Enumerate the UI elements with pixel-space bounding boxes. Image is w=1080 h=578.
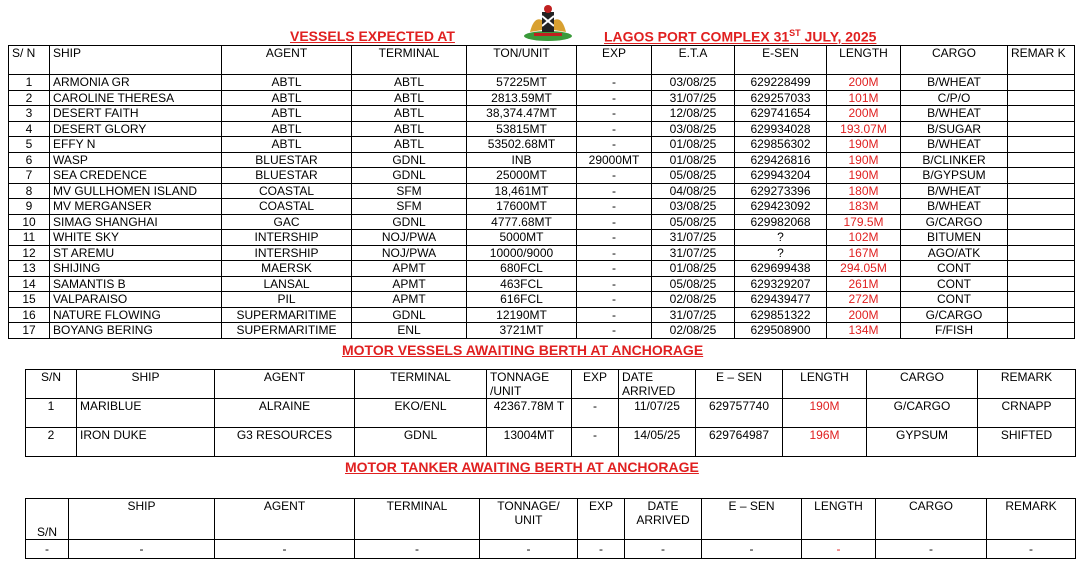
table-cell: -	[625, 540, 702, 559]
table-cell: DESERT FAITH	[50, 106, 222, 122]
table-cell: ABTL	[222, 137, 352, 153]
table-cell: SUPERMARITIME	[222, 307, 352, 323]
table-cell: 3721MT	[467, 323, 577, 339]
table-cell: 190M	[783, 399, 867, 428]
table-cell: -	[577, 183, 652, 199]
table-cell: -	[577, 230, 652, 246]
table-cell: SAMANTIS B	[50, 276, 222, 292]
column-header: SHIP	[69, 499, 215, 540]
table-row	[9, 245, 1075, 261]
page-title-left: VESSELS EXPECTED AT	[290, 28, 455, 44]
table-cell: -	[577, 75, 652, 91]
table-cell: -	[702, 540, 802, 559]
table-cell: 31/07/25	[652, 230, 735, 246]
column-header: DATE ARRIVED	[625, 499, 702, 540]
table-cell: MV MERGANSER	[50, 199, 222, 215]
table-cell: 629426816	[735, 152, 827, 168]
table-cell: -	[355, 540, 480, 559]
table-cell: SHIFTED	[978, 428, 1076, 457]
table-cell: 4777.68MT	[467, 214, 577, 230]
table-cell	[1008, 307, 1075, 323]
column-header: SHIP	[77, 370, 215, 399]
table-cell: LANSAL	[222, 276, 352, 292]
table-row	[9, 199, 1075, 215]
table-row	[9, 261, 1075, 277]
column-header: REMAR K	[1008, 46, 1075, 75]
table-cell	[1008, 90, 1075, 106]
table-cell: APMT	[352, 261, 467, 277]
column-header: EXP	[572, 370, 619, 399]
table-row	[26, 540, 1076, 559]
table-cell: CAROLINE THERESA	[50, 90, 222, 106]
table-cell	[1008, 292, 1075, 308]
column-header: E – SEN	[702, 499, 802, 540]
table-cell: 179.5M	[827, 214, 901, 230]
table-cell: C/P/O	[901, 90, 1008, 106]
table-cell: EKO/ENL	[355, 399, 487, 428]
table-cell: 101M	[827, 90, 901, 106]
table-row	[26, 399, 1076, 428]
table-cell: 11/07/25	[619, 399, 696, 428]
column-header: AGENT	[215, 499, 355, 540]
table-cell: G/CARGO	[901, 214, 1008, 230]
column-header: LENGTH	[783, 370, 867, 399]
table-cell: -	[577, 261, 652, 277]
table-cell: 3	[9, 106, 50, 122]
table-cell: 261M	[827, 276, 901, 292]
table-cell	[1008, 276, 1075, 292]
table-cell: B/GYPSUM	[901, 168, 1008, 184]
table-cell: INTERSHIP	[222, 230, 352, 246]
table-cell: 2	[26, 428, 77, 457]
table-cell: ABTL	[352, 106, 467, 122]
page-title-right: LAGOS PORT COMPLEX 31ST JULY, 2025	[604, 28, 877, 45]
table-cell: 03/08/25	[652, 199, 735, 215]
coat-of-arms-icon	[520, 2, 576, 42]
table-cell: 629757740	[696, 399, 783, 428]
table-cell	[1008, 245, 1075, 261]
table-cell: 01/08/25	[652, 152, 735, 168]
expected-vessels-table	[8, 45, 1075, 339]
table-row	[9, 75, 1075, 91]
table-row	[9, 292, 1075, 308]
table-cell: 42367.78M T	[487, 399, 572, 428]
table-cell: MV GULLHOMEN ISLAND	[50, 183, 222, 199]
table-cell: 02/08/25	[652, 292, 735, 308]
table-cell: BITUMEN	[901, 230, 1008, 246]
table-row	[9, 168, 1075, 184]
table-cell: APMT	[352, 276, 467, 292]
column-header: E – SEN	[696, 370, 783, 399]
table-cell: 196M	[783, 428, 867, 457]
table-cell: 12190MT	[467, 307, 577, 323]
table-cell: -	[577, 323, 652, 339]
table-cell: IRON DUKE	[77, 428, 215, 457]
table-cell: MARIBLUE	[77, 399, 215, 428]
column-header: E.T.A	[652, 46, 735, 75]
awaiting-vessels-table	[25, 369, 1076, 457]
table-cell: SIMAG SHANGHAI	[50, 214, 222, 230]
table-cell: ABTL	[352, 75, 467, 91]
table-cell: ?	[735, 230, 827, 246]
table-cell: G/CARGO	[901, 307, 1008, 323]
table-cell: NOJ/PWA	[352, 245, 467, 261]
table-cell: WASP	[50, 152, 222, 168]
table-cell: 05/08/25	[652, 168, 735, 184]
table-cell: 680FCL	[467, 261, 577, 277]
table-cell: 13	[9, 261, 50, 277]
table-cell: -	[578, 540, 625, 559]
table-cell: 5	[9, 137, 50, 153]
column-header: DATE ARRIVED	[619, 370, 696, 399]
table-cell: F/FISH	[901, 323, 1008, 339]
table-cell: CONT	[901, 261, 1008, 277]
table-cell: GDNL	[352, 152, 467, 168]
table-cell: ARMONIA GR	[50, 75, 222, 91]
column-header: AGENT	[222, 46, 352, 75]
table-cell: G3 RESOURCES	[215, 428, 355, 457]
table-cell: -	[577, 199, 652, 215]
table-cell: COASTAL	[222, 183, 352, 199]
table-cell	[1008, 137, 1075, 153]
table-cell: 629508900	[735, 323, 827, 339]
table-cell	[1008, 121, 1075, 137]
table-cell: 6	[9, 152, 50, 168]
column-header: LENGTH	[802, 499, 876, 540]
table-cell: -	[577, 214, 652, 230]
table-cell: -	[577, 137, 652, 153]
table-cell: 05/08/25	[652, 276, 735, 292]
column-header: TERMINAL	[355, 499, 480, 540]
table-cell: 180M	[827, 183, 901, 199]
table-cell: 01/08/25	[652, 137, 735, 153]
table-cell: 13004MT	[487, 428, 572, 457]
table-cell: EFFY N	[50, 137, 222, 153]
table-cell: 629699438	[735, 261, 827, 277]
table-cell	[1008, 214, 1075, 230]
table-cell: SHIJING	[50, 261, 222, 277]
table-cell: B/WHEAT	[901, 106, 1008, 122]
table-cell: 01/08/25	[652, 261, 735, 277]
table-cell: G/CARGO	[867, 399, 978, 428]
table-cell: 200M	[827, 307, 901, 323]
table-cell: B/CLINKER	[901, 152, 1008, 168]
table-cell: VALPARAISO	[50, 292, 222, 308]
table-cell: -	[577, 292, 652, 308]
table-cell: 2	[9, 90, 50, 106]
table-row	[9, 137, 1075, 153]
column-header: TONNAGE /UNIT	[487, 370, 572, 399]
table-cell: 629741654	[735, 106, 827, 122]
table-cell: -	[577, 168, 652, 184]
column-header: E-SEN	[735, 46, 827, 75]
table-cell: 03/08/25	[652, 75, 735, 91]
table-cell: B/WHEAT	[901, 183, 1008, 199]
table-row	[9, 276, 1075, 292]
table-row	[26, 428, 1076, 457]
table-cell: SEA CREDENCE	[50, 168, 222, 184]
table-cell: 629934028	[735, 121, 827, 137]
table-cell: 629257033	[735, 90, 827, 106]
table-cell: 629273396	[735, 183, 827, 199]
table-cell: GAC	[222, 214, 352, 230]
table-row	[9, 214, 1075, 230]
table-cell: 02/08/25	[652, 323, 735, 339]
table-cell: 31/07/25	[652, 307, 735, 323]
column-header: LENGTH	[827, 46, 901, 75]
table-cell: BLUESTAR	[222, 152, 352, 168]
table-cell: 03/08/25	[652, 121, 735, 137]
column-header: S/N	[26, 499, 69, 540]
table-cell: -	[987, 540, 1076, 559]
table-cell	[1008, 75, 1075, 91]
table-cell: BLUESTAR	[222, 168, 352, 184]
table-cell: ABTL	[352, 90, 467, 106]
column-header: TERMINAL	[355, 370, 487, 399]
table-row	[9, 121, 1075, 137]
table-row	[9, 152, 1075, 168]
page-header	[0, 0, 1080, 44]
table-cell: 53502.68MT	[467, 137, 577, 153]
table-cell: SFM	[352, 199, 467, 215]
table-cell: B/WHEAT	[901, 75, 1008, 91]
column-header: REMARK	[987, 499, 1076, 540]
table-cell: ST AREMU	[50, 245, 222, 261]
column-header: REMARK	[978, 370, 1076, 399]
table-cell: SUPERMARITIME	[222, 323, 352, 339]
table-cell: 7	[9, 168, 50, 184]
table-cell	[1008, 168, 1075, 184]
table-cell: B/SUGAR	[901, 121, 1008, 137]
table-cell: 629982068	[735, 214, 827, 230]
table-cell: -	[577, 307, 652, 323]
table-cell: WHITE SKY	[50, 230, 222, 246]
table-row	[9, 183, 1075, 199]
table-cell: GYPSUM	[867, 428, 978, 457]
table-cell: 31/07/25	[652, 90, 735, 106]
table-cell: -	[577, 245, 652, 261]
table-cell: ABTL	[352, 137, 467, 153]
table-cell: -	[577, 90, 652, 106]
table-cell: -	[69, 540, 215, 559]
table-cell: 10000/9000	[467, 245, 577, 261]
table-cell	[1008, 261, 1075, 277]
table-cell	[1008, 152, 1075, 168]
table-cell: 15	[9, 292, 50, 308]
table-cell: 134M	[827, 323, 901, 339]
table-cell: 629851322	[735, 307, 827, 323]
table-cell: ALRAINE	[215, 399, 355, 428]
table-cell: 5000MT	[467, 230, 577, 246]
table-cell: -	[577, 276, 652, 292]
table-cell: -	[802, 540, 876, 559]
table-row	[9, 90, 1075, 106]
table-cell: 190M	[827, 168, 901, 184]
table-cell: 10	[9, 214, 50, 230]
table-cell: 193.07M	[827, 121, 901, 137]
table-cell: 57225MT	[467, 75, 577, 91]
table-cell: 183M	[827, 199, 901, 215]
table-cell: 12	[9, 245, 50, 261]
table-row	[9, 307, 1075, 323]
table-cell: 04/08/25	[652, 183, 735, 199]
column-header: EXP	[577, 46, 652, 75]
table-cell: 616FCL	[467, 292, 577, 308]
column-header: CARGO	[901, 46, 1008, 75]
table-cell: 12/08/25	[652, 106, 735, 122]
table-cell: INB	[467, 152, 577, 168]
table-cell: 200M	[827, 106, 901, 122]
table-cell: 17600MT	[467, 199, 577, 215]
table-cell: AGO/ATK	[901, 245, 1008, 261]
table-cell	[1008, 323, 1075, 339]
table-cell: GDNL	[355, 428, 487, 457]
column-header: TON/UNIT	[467, 46, 577, 75]
awaiting-vessels-title: MOTOR VESSELS AWAITING BERTH AT ANCHORAGE	[342, 342, 704, 358]
table-cell: GDNL	[352, 307, 467, 323]
table-cell: 11	[9, 230, 50, 246]
table-cell	[1008, 199, 1075, 215]
table-cell: 8	[9, 183, 50, 199]
table-cell: BOYANG BERING	[50, 323, 222, 339]
table-header-row	[26, 370, 1076, 399]
table-cell: 272M	[827, 292, 901, 308]
table-cell: 16	[9, 307, 50, 323]
table-cell: NATURE FLOWING	[50, 307, 222, 323]
table-row	[9, 323, 1075, 339]
table-row	[9, 230, 1075, 246]
table-cell: 200M	[827, 75, 901, 91]
table-cell: 25000MT	[467, 168, 577, 184]
table-cell: INTERSHIP	[222, 245, 352, 261]
table-cell: 38,374.47MT	[467, 106, 577, 122]
table-header-row	[26, 499, 1076, 540]
table-cell: MAERSK	[222, 261, 352, 277]
column-header: S/ N	[9, 46, 50, 75]
column-header: TERMINAL	[352, 46, 467, 75]
awaiting-tankers-table	[25, 498, 1076, 559]
column-header: SHIP	[50, 46, 222, 75]
column-header: CARGO	[876, 499, 987, 540]
table-cell: 102M	[827, 230, 901, 246]
table-cell: 629856302	[735, 137, 827, 153]
table-cell: ABTL	[222, 106, 352, 122]
table-cell: ABTL	[352, 121, 467, 137]
table-cell: CONT	[901, 292, 1008, 308]
table-cell: -	[577, 106, 652, 122]
table-cell: 1	[26, 399, 77, 428]
table-header-row	[9, 46, 1075, 75]
table-cell: 14/05/25	[619, 428, 696, 457]
table-cell: 05/08/25	[652, 214, 735, 230]
column-header: CARGO	[867, 370, 978, 399]
table-cell: 17	[9, 323, 50, 339]
table-cell: NOJ/PWA	[352, 230, 467, 246]
awaiting-tankers-title: MOTOR TANKER AWAITING BERTH AT ANCHORAGE	[345, 459, 699, 475]
table-cell: 53815MT	[467, 121, 577, 137]
table-cell: -	[577, 121, 652, 137]
table-cell	[1008, 230, 1075, 246]
table-cell: APMT	[352, 292, 467, 308]
table-cell: B/WHEAT	[901, 199, 1008, 215]
table-cell: -	[876, 540, 987, 559]
table-cell: 18,461MT	[467, 183, 577, 199]
table-cell: 629423092	[735, 199, 827, 215]
table-cell: 14	[9, 276, 50, 292]
table-cell: 2813.59MT	[467, 90, 577, 106]
table-cell: DESERT GLORY	[50, 121, 222, 137]
table-cell: CONT	[901, 276, 1008, 292]
table-cell: 31/07/25	[652, 245, 735, 261]
table-cell: SFM	[352, 183, 467, 199]
column-header: S/N	[26, 370, 77, 399]
column-header: TONNAGE/ UNIT	[480, 499, 578, 540]
table-cell: 629329207	[735, 276, 827, 292]
table-cell: ?	[735, 245, 827, 261]
table-cell: ABTL	[222, 121, 352, 137]
table-cell: -	[572, 428, 619, 457]
table-cell: 29000MT	[577, 152, 652, 168]
table-cell: 463FCL	[467, 276, 577, 292]
table-cell: GDNL	[352, 168, 467, 184]
table-cell: PIL	[222, 292, 352, 308]
table-cell: COASTAL	[222, 199, 352, 215]
table-cell: 294.05M	[827, 261, 901, 277]
table-cell	[1008, 183, 1075, 199]
table-cell: 629228499	[735, 75, 827, 91]
table-cell: GDNL	[352, 214, 467, 230]
table-cell: -	[480, 540, 578, 559]
table-cell: -	[572, 399, 619, 428]
table-cell: 4	[9, 121, 50, 137]
table-cell: ABTL	[222, 90, 352, 106]
table-cell: 1	[9, 75, 50, 91]
table-cell: 629943204	[735, 168, 827, 184]
table-cell: ABTL	[222, 75, 352, 91]
table-cell	[1008, 106, 1075, 122]
table-cell: 167M	[827, 245, 901, 261]
table-cell: 190M	[827, 152, 901, 168]
table-row	[9, 106, 1075, 122]
table-cell: B/WHEAT	[901, 137, 1008, 153]
table-cell: CRNAPP	[978, 399, 1076, 428]
table-cell: 9	[9, 199, 50, 215]
column-header: AGENT	[215, 370, 355, 399]
table-cell: -	[26, 540, 69, 559]
table-cell: 190M	[827, 137, 901, 153]
table-cell: 629439477	[735, 292, 827, 308]
table-cell: ENL	[352, 323, 467, 339]
column-header: EXP	[578, 499, 625, 540]
table-cell: -	[215, 540, 355, 559]
table-cell: 629764987	[696, 428, 783, 457]
